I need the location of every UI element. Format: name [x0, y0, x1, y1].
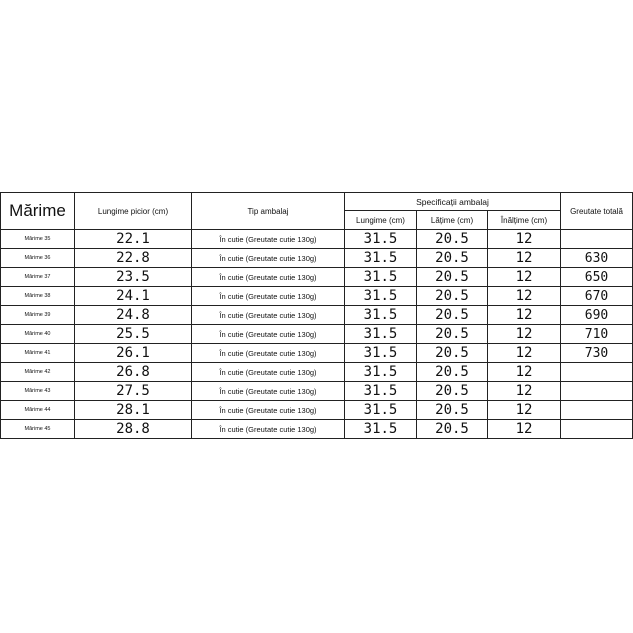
table-row: [1, 306, 633, 325]
total-weight-cell: 650: [561, 268, 633, 287]
spec-height-cell: 12: [488, 382, 561, 401]
total-weight-cell: [561, 230, 633, 249]
size-cell: Mărime 38: [1, 287, 75, 306]
spec-height-cell: 12: [488, 306, 561, 325]
spec-height-cell: 12: [488, 325, 561, 344]
header-spec-length: Lungime (cm): [345, 211, 417, 230]
spec-height-cell: 12: [488, 249, 561, 268]
size-cell: Mărime 37: [1, 268, 75, 287]
table-body: [1, 230, 633, 439]
spec-width-cell: 20.5: [417, 287, 488, 306]
table-row: [1, 249, 633, 268]
spec-width-cell: 20.5: [417, 401, 488, 420]
package-type-cell: În cutie (Greutate cutie 130g): [192, 382, 345, 401]
spec-length-cell: 31.5: [345, 306, 417, 325]
spec-width-cell: 20.5: [417, 230, 488, 249]
header-spec-width: Lățime (cm): [417, 211, 488, 230]
table-row: [1, 382, 633, 401]
foot-length-cell: 24.1: [75, 287, 192, 306]
table-row: [1, 401, 633, 420]
table-row: [1, 344, 633, 363]
spec-length-cell: 31.5: [345, 344, 417, 363]
spec-length-cell: 31.5: [345, 249, 417, 268]
header-package-type: Tip ambalaj: [192, 193, 345, 230]
spec-height-cell: 12: [488, 363, 561, 382]
table-row: [1, 325, 633, 344]
spec-width-cell: 20.5: [417, 325, 488, 344]
spec-width-cell: 20.5: [417, 420, 488, 439]
size-cell: Mărime 43: [1, 382, 75, 401]
spec-length-cell: 31.5: [345, 420, 417, 439]
spec-width-cell: 20.5: [417, 306, 488, 325]
package-type-cell: În cutie (Greutate cutie 130g): [192, 287, 345, 306]
size-cell: Mărime 42: [1, 363, 75, 382]
foot-length-cell: 24.8: [75, 306, 192, 325]
total-weight-cell: [561, 363, 633, 382]
header-total-weight: Greutate totală: [561, 193, 633, 230]
spec-width-cell: 20.5: [417, 344, 488, 363]
total-weight-cell: 670: [561, 287, 633, 306]
spec-width-cell: 20.5: [417, 363, 488, 382]
spec-length-cell: 31.5: [345, 287, 417, 306]
spec-length-cell: 31.5: [345, 401, 417, 420]
foot-length-cell: 27.5: [75, 382, 192, 401]
foot-length-cell: 28.8: [75, 420, 192, 439]
foot-length-cell: 28.1: [75, 401, 192, 420]
package-type-cell: În cutie (Greutate cutie 130g): [192, 268, 345, 287]
size-chart: [0, 192, 632, 439]
table-row: [1, 268, 633, 287]
package-type-cell: În cutie (Greutate cutie 130g): [192, 325, 345, 344]
spec-width-cell: 20.5: [417, 382, 488, 401]
total-weight-cell: 710: [561, 325, 633, 344]
table-row: [1, 230, 633, 249]
spec-height-cell: 12: [488, 287, 561, 306]
header-size: Mărime: [1, 193, 75, 230]
foot-length-cell: 26.8: [75, 363, 192, 382]
spec-height-cell: 12: [488, 420, 561, 439]
total-weight-cell: 630: [561, 249, 633, 268]
package-type-cell: În cutie (Greutate cutie 130g): [192, 344, 345, 363]
foot-length-cell: 25.5: [75, 325, 192, 344]
spec-height-cell: 12: [488, 230, 561, 249]
size-table: [0, 192, 633, 439]
foot-length-cell: 22.8: [75, 249, 192, 268]
package-type-cell: În cutie (Greutate cutie 130g): [192, 420, 345, 439]
total-weight-cell: 690: [561, 306, 633, 325]
header-row-1: [1, 193, 633, 211]
package-type-cell: În cutie (Greutate cutie 130g): [192, 401, 345, 420]
size-cell: Mărime 36: [1, 249, 75, 268]
size-cell: Mărime 35: [1, 230, 75, 249]
spec-length-cell: 31.5: [345, 363, 417, 382]
spec-length-cell: 31.5: [345, 230, 417, 249]
header-foot-length: Lungime picior (cm): [75, 193, 192, 230]
package-type-cell: În cutie (Greutate cutie 130g): [192, 249, 345, 268]
foot-length-cell: 26.1: [75, 344, 192, 363]
total-weight-cell: [561, 382, 633, 401]
package-type-cell: În cutie (Greutate cutie 130g): [192, 363, 345, 382]
package-type-cell: În cutie (Greutate cutie 130g): [192, 306, 345, 325]
total-weight-cell: [561, 420, 633, 439]
total-weight-cell: [561, 401, 633, 420]
header-package-spec: Specificații ambalaj: [345, 193, 561, 211]
foot-length-cell: 23.5: [75, 268, 192, 287]
foot-length-cell: 22.1: [75, 230, 192, 249]
size-cell: Mărime 41: [1, 344, 75, 363]
size-cell: Mărime 45: [1, 420, 75, 439]
spec-width-cell: 20.5: [417, 268, 488, 287]
total-weight-cell: 730: [561, 344, 633, 363]
package-type-cell: În cutie (Greutate cutie 130g): [192, 230, 345, 249]
table-row: [1, 420, 633, 439]
size-cell: Mărime 40: [1, 325, 75, 344]
table-row: [1, 287, 633, 306]
spec-height-cell: 12: [488, 268, 561, 287]
spec-width-cell: 20.5: [417, 249, 488, 268]
spec-height-cell: 12: [488, 401, 561, 420]
size-cell: Mărime 44: [1, 401, 75, 420]
spec-height-cell: 12: [488, 344, 561, 363]
spec-length-cell: 31.5: [345, 325, 417, 344]
header-spec-height: Înălțime (cm): [488, 211, 561, 230]
size-cell: Mărime 39: [1, 306, 75, 325]
spec-length-cell: 31.5: [345, 268, 417, 287]
table-row: [1, 363, 633, 382]
spec-length-cell: 31.5: [345, 382, 417, 401]
